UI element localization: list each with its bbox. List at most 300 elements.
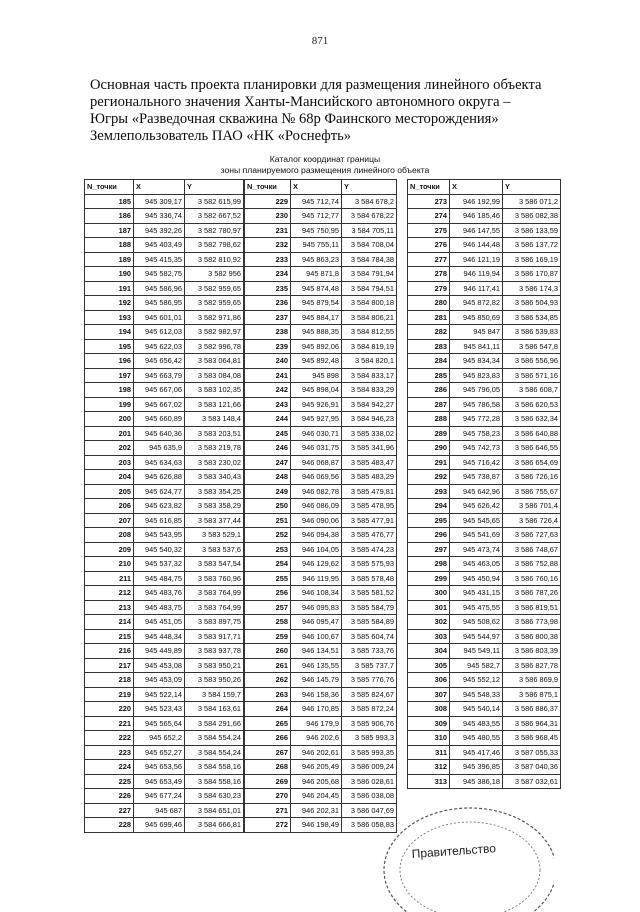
point-number-cell: 244 bbox=[245, 412, 291, 427]
point-number-cell: 270 bbox=[245, 789, 291, 804]
point-number-cell: 280 bbox=[408, 296, 450, 311]
x-coordinate-cell: 945 750,95 bbox=[291, 223, 342, 238]
table-row bbox=[408, 281, 561, 296]
y-coordinate-cell: 3 583 064,81 bbox=[185, 354, 244, 369]
table-row bbox=[85, 731, 244, 746]
table-row bbox=[245, 731, 397, 746]
y-coordinate-cell: 3 582 810,92 bbox=[185, 252, 244, 267]
x-coordinate-cell: 945 742,73 bbox=[450, 441, 503, 456]
point-number-cell: 306 bbox=[408, 673, 450, 688]
point-number-cell: 233 bbox=[245, 252, 291, 267]
point-number-cell: 255 bbox=[245, 571, 291, 586]
point-number-cell: 234 bbox=[245, 267, 291, 282]
x-coordinate-cell: 945 677,24 bbox=[134, 789, 185, 804]
y-coordinate-cell: 3 586 556,96 bbox=[503, 354, 561, 369]
point-number-cell: 224 bbox=[85, 760, 134, 775]
y-coordinate-cell: 3 584 800,18 bbox=[342, 296, 397, 311]
point-number-cell: 279 bbox=[408, 281, 450, 296]
point-number-cell: 220 bbox=[85, 702, 134, 717]
y-coordinate-cell: 3 586 038,08 bbox=[342, 789, 397, 804]
column-header-point: N_точки bbox=[245, 180, 291, 195]
point-number-cell: 259 bbox=[245, 629, 291, 644]
table-row bbox=[245, 252, 397, 267]
y-coordinate-cell: 3 583 950,26 bbox=[185, 673, 244, 688]
table-row bbox=[408, 383, 561, 398]
point-number-cell: 239 bbox=[245, 339, 291, 354]
x-coordinate-cell: 945 386,18 bbox=[450, 774, 503, 789]
table-row bbox=[408, 310, 561, 325]
x-coordinate-cell: 945 450,94 bbox=[450, 571, 503, 586]
table-row bbox=[245, 223, 397, 238]
point-number-cell: 206 bbox=[85, 499, 134, 514]
point-number-cell: 294 bbox=[408, 499, 450, 514]
table-row bbox=[245, 702, 397, 717]
table-row bbox=[408, 499, 561, 514]
table-row bbox=[245, 354, 397, 369]
point-number-cell: 235 bbox=[245, 281, 291, 296]
point-number-cell: 301 bbox=[408, 600, 450, 615]
table-row bbox=[245, 673, 397, 688]
table-row bbox=[245, 281, 397, 296]
x-coordinate-cell: 945 892,48 bbox=[291, 354, 342, 369]
x-coordinate-cell: 946 205,49 bbox=[291, 760, 342, 775]
y-coordinate-cell: 3 585 604,74 bbox=[342, 629, 397, 644]
table-row bbox=[85, 745, 244, 760]
y-coordinate-cell: 3 586 748,67 bbox=[503, 542, 561, 557]
x-coordinate-cell: 946 129,62 bbox=[291, 557, 342, 572]
heading-line: Землепользователь ПАО «НК «Роснефть» bbox=[90, 128, 352, 144]
table-row bbox=[245, 209, 397, 224]
y-coordinate-cell: 3 586 170,87 bbox=[503, 267, 561, 282]
x-coordinate-cell: 946 202,31 bbox=[291, 803, 342, 818]
point-number-cell: 222 bbox=[85, 731, 134, 746]
point-number-cell: 281 bbox=[408, 310, 450, 325]
x-coordinate-cell: 945 796,05 bbox=[450, 383, 503, 398]
y-coordinate-cell: 3 584 159,7 bbox=[185, 687, 244, 702]
y-coordinate-cell: 3 584 812,55 bbox=[342, 325, 397, 340]
point-number-cell: 268 bbox=[245, 760, 291, 775]
point-number-cell: 207 bbox=[85, 513, 134, 528]
x-coordinate-cell: 945 396,85 bbox=[450, 760, 503, 775]
y-coordinate-cell: 3 583 537,6 bbox=[185, 542, 244, 557]
table-row bbox=[85, 774, 244, 789]
table-row bbox=[245, 789, 397, 804]
point-number-cell: 275 bbox=[408, 223, 450, 238]
point-number-cell: 271 bbox=[245, 803, 291, 818]
x-coordinate-cell: 946 185,46 bbox=[450, 209, 503, 224]
table-row bbox=[245, 644, 397, 659]
table-row bbox=[245, 571, 397, 586]
x-coordinate-cell: 946 068,87 bbox=[291, 455, 342, 470]
y-coordinate-cell: 3 586 137,72 bbox=[503, 238, 561, 253]
x-coordinate-cell: 945 309,17 bbox=[134, 194, 185, 209]
table-row bbox=[408, 209, 561, 224]
x-coordinate-cell: 945 687 bbox=[134, 803, 185, 818]
y-coordinate-cell: 3 583 121,66 bbox=[185, 397, 244, 412]
y-coordinate-cell: 3 584 833,17 bbox=[342, 368, 397, 383]
x-coordinate-cell: 945 449,89 bbox=[134, 644, 185, 659]
table-row bbox=[245, 296, 397, 311]
column-header-x: X bbox=[450, 180, 503, 195]
table-row bbox=[408, 615, 561, 630]
y-coordinate-cell: 3 586 752,88 bbox=[503, 557, 561, 572]
table-row bbox=[408, 702, 561, 717]
point-number-cell: 260 bbox=[245, 644, 291, 659]
table-row bbox=[245, 194, 397, 209]
table-row bbox=[408, 600, 561, 615]
point-number-cell: 191 bbox=[85, 281, 134, 296]
x-coordinate-cell: 945 549,11 bbox=[450, 644, 503, 659]
point-number-cell: 302 bbox=[408, 615, 450, 630]
point-number-cell: 209 bbox=[85, 542, 134, 557]
x-coordinate-cell: 945 772,28 bbox=[450, 412, 503, 427]
point-number-cell: 289 bbox=[408, 426, 450, 441]
table-row bbox=[408, 354, 561, 369]
x-coordinate-cell: 945 834,34 bbox=[450, 354, 503, 369]
point-number-cell: 195 bbox=[85, 339, 134, 354]
point-number-cell: 247 bbox=[245, 455, 291, 470]
x-coordinate-cell: 945 758,23 bbox=[450, 426, 503, 441]
table-row bbox=[408, 774, 561, 789]
y-coordinate-cell: 3 585 478,95 bbox=[342, 499, 397, 514]
point-number-cell: 266 bbox=[245, 731, 291, 746]
table-row bbox=[408, 760, 561, 775]
x-coordinate-cell: 946 095,47 bbox=[291, 615, 342, 630]
x-coordinate-cell: 945 537,32 bbox=[134, 557, 185, 572]
y-coordinate-cell: 3 583 354,25 bbox=[185, 484, 244, 499]
y-coordinate-cell: 3 583 084,08 bbox=[185, 368, 244, 383]
y-coordinate-cell: 3 583 340,43 bbox=[185, 470, 244, 485]
column-header-y: Y bbox=[503, 180, 561, 195]
x-coordinate-cell: 945 565,64 bbox=[134, 716, 185, 731]
point-number-cell: 217 bbox=[85, 658, 134, 673]
point-number-cell: 245 bbox=[245, 426, 291, 441]
point-number-cell: 199 bbox=[85, 397, 134, 412]
table-row bbox=[85, 702, 244, 717]
y-coordinate-cell: 3 585 906,76 bbox=[342, 716, 397, 731]
page-number: 871 bbox=[311, 35, 329, 47]
table-row bbox=[408, 296, 561, 311]
y-coordinate-cell: 3 583 764,99 bbox=[185, 586, 244, 601]
table-row bbox=[245, 325, 397, 340]
table-row bbox=[408, 412, 561, 427]
point-number-cell: 204 bbox=[85, 470, 134, 485]
y-coordinate-cell: 3 582 667,52 bbox=[185, 209, 244, 224]
table-row bbox=[85, 687, 244, 702]
point-number-cell: 211 bbox=[85, 571, 134, 586]
table-row bbox=[85, 484, 244, 499]
table-row bbox=[85, 586, 244, 601]
point-number-cell: 225 bbox=[85, 774, 134, 789]
point-number-cell: 213 bbox=[85, 600, 134, 615]
point-number-cell: 254 bbox=[245, 557, 291, 572]
table-row bbox=[408, 470, 561, 485]
table-row bbox=[245, 397, 397, 412]
x-coordinate-cell: 945 652,2 bbox=[134, 731, 185, 746]
table-row bbox=[408, 629, 561, 644]
x-coordinate-cell: 946 119,94 bbox=[450, 267, 503, 282]
y-coordinate-cell: 3 586 058,83 bbox=[342, 818, 397, 833]
table-row bbox=[85, 368, 244, 383]
point-number-cell: 216 bbox=[85, 644, 134, 659]
point-number-cell: 269 bbox=[245, 774, 291, 789]
y-coordinate-cell: 3 585 737,7 bbox=[342, 658, 397, 673]
point-number-cell: 236 bbox=[245, 296, 291, 311]
point-number-cell: 304 bbox=[408, 644, 450, 659]
x-coordinate-cell: 946 082,78 bbox=[291, 484, 342, 499]
coordinates-table-3 bbox=[407, 179, 561, 789]
x-coordinate-cell: 945 888,35 bbox=[291, 325, 342, 340]
point-number-cell: 194 bbox=[85, 325, 134, 340]
y-coordinate-cell: 3 584 678,2 bbox=[342, 194, 397, 209]
table-row bbox=[408, 368, 561, 383]
table-row bbox=[245, 658, 397, 673]
x-coordinate-cell: 945 548,33 bbox=[450, 687, 503, 702]
heading-line: Югры «Разведочная скважина № 68р Фаинского месторождения» bbox=[90, 111, 499, 127]
y-coordinate-cell: 3 586 547,8 bbox=[503, 339, 561, 354]
y-coordinate-cell: 3 583 547,54 bbox=[185, 557, 244, 572]
y-coordinate-cell: 3 586 539,83 bbox=[503, 325, 561, 340]
point-number-cell: 303 bbox=[408, 629, 450, 644]
y-coordinate-cell: 3 582 971,86 bbox=[185, 310, 244, 325]
y-coordinate-cell: 3 586 787,26 bbox=[503, 586, 561, 601]
y-coordinate-cell: 3 586 654,69 bbox=[503, 455, 561, 470]
x-coordinate-cell: 945 653,56 bbox=[134, 760, 185, 775]
table-header-row bbox=[408, 180, 561, 195]
table-row bbox=[85, 267, 244, 282]
point-number-cell: 309 bbox=[408, 716, 450, 731]
table-row bbox=[245, 238, 397, 253]
y-coordinate-cell: 3 586 800,38 bbox=[503, 629, 561, 644]
table-row bbox=[245, 803, 397, 818]
point-number-cell: 251 bbox=[245, 513, 291, 528]
y-coordinate-cell: 3 585 479,81 bbox=[342, 484, 397, 499]
point-number-cell: 226 bbox=[85, 789, 134, 804]
point-number-cell: 284 bbox=[408, 354, 450, 369]
x-coordinate-cell: 946 095,83 bbox=[291, 600, 342, 615]
point-number-cell: 287 bbox=[408, 397, 450, 412]
y-coordinate-cell: 3 583 937,78 bbox=[185, 644, 244, 659]
point-number-cell: 265 bbox=[245, 716, 291, 731]
table-row bbox=[85, 470, 244, 485]
y-coordinate-cell: 3 584 558,16 bbox=[185, 760, 244, 775]
point-number-cell: 188 bbox=[85, 238, 134, 253]
x-coordinate-cell: 945 624,77 bbox=[134, 484, 185, 499]
table-row bbox=[85, 354, 244, 369]
y-coordinate-cell: 3 584 678,22 bbox=[342, 209, 397, 224]
x-coordinate-cell: 945 622,03 bbox=[134, 339, 185, 354]
x-coordinate-cell: 945 480,55 bbox=[450, 731, 503, 746]
point-number-cell: 296 bbox=[408, 528, 450, 543]
y-coordinate-cell: 3 584 558,16 bbox=[185, 774, 244, 789]
table-row bbox=[245, 383, 397, 398]
document-heading bbox=[90, 77, 620, 145]
table-row bbox=[408, 557, 561, 572]
x-coordinate-cell: 946 202,6 bbox=[291, 731, 342, 746]
point-number-cell: 249 bbox=[245, 484, 291, 499]
table-row bbox=[85, 310, 244, 325]
x-coordinate-cell: 945 884,17 bbox=[291, 310, 342, 325]
x-coordinate-cell: 946 094,38 bbox=[291, 528, 342, 543]
point-number-cell: 285 bbox=[408, 368, 450, 383]
x-coordinate-cell: 945 453,09 bbox=[134, 673, 185, 688]
table-header-row bbox=[245, 180, 397, 195]
x-coordinate-cell: 945 850,69 bbox=[450, 310, 503, 325]
point-number-cell: 310 bbox=[408, 731, 450, 746]
table-row bbox=[245, 760, 397, 775]
point-number-cell: 286 bbox=[408, 383, 450, 398]
x-coordinate-cell: 945 634,63 bbox=[134, 455, 185, 470]
y-coordinate-cell: 3 584 806,21 bbox=[342, 310, 397, 325]
x-coordinate-cell: 945 541,69 bbox=[450, 528, 503, 543]
catalog-title-line: Каталог координат границы bbox=[269, 154, 381, 164]
table-row bbox=[245, 629, 397, 644]
y-coordinate-cell: 3 585 872,24 bbox=[342, 702, 397, 717]
x-coordinate-cell: 945 582,75 bbox=[134, 267, 185, 282]
table-row bbox=[245, 441, 397, 456]
x-coordinate-cell: 945 716,42 bbox=[450, 455, 503, 470]
y-coordinate-cell: 3 583 203,51 bbox=[185, 426, 244, 441]
point-number-cell: 276 bbox=[408, 238, 450, 253]
x-coordinate-cell: 945 417,46 bbox=[450, 745, 503, 760]
table-row bbox=[245, 267, 397, 282]
point-number-cell: 242 bbox=[245, 383, 291, 398]
x-coordinate-cell: 945 841,11 bbox=[450, 339, 503, 354]
y-coordinate-cell: 3 585 483,47 bbox=[342, 455, 397, 470]
table-row bbox=[408, 571, 561, 586]
point-number-cell: 243 bbox=[245, 397, 291, 412]
x-coordinate-cell: 946 147,55 bbox=[450, 223, 503, 238]
x-coordinate-cell: 945 863,23 bbox=[291, 252, 342, 267]
table-row bbox=[85, 223, 244, 238]
point-number-cell: 258 bbox=[245, 615, 291, 630]
y-coordinate-cell: 3 584 163,61 bbox=[185, 702, 244, 717]
y-coordinate-cell: 3 582 615,99 bbox=[185, 194, 244, 209]
point-number-cell: 291 bbox=[408, 455, 450, 470]
table-row bbox=[85, 281, 244, 296]
y-coordinate-cell: 3 585 584,79 bbox=[342, 600, 397, 615]
coordinates-table-1 bbox=[84, 179, 244, 833]
x-coordinate-cell: 946 135,55 bbox=[291, 658, 342, 673]
y-coordinate-cell: 3 584 784,38 bbox=[342, 252, 397, 267]
point-number-cell: 237 bbox=[245, 310, 291, 325]
x-coordinate-cell: 945 874,48 bbox=[291, 281, 342, 296]
table-row bbox=[85, 673, 244, 688]
point-number-cell: 196 bbox=[85, 354, 134, 369]
x-coordinate-cell: 945 483,75 bbox=[134, 600, 185, 615]
table-row bbox=[85, 499, 244, 514]
y-coordinate-cell: 3 584 554,24 bbox=[185, 731, 244, 746]
x-coordinate-cell: 945 640,36 bbox=[134, 426, 185, 441]
table-row bbox=[408, 397, 561, 412]
y-coordinate-cell: 3 586 534,85 bbox=[503, 310, 561, 325]
y-coordinate-cell: 3 586 504,93 bbox=[503, 296, 561, 311]
x-coordinate-cell: 945 699,46 bbox=[134, 818, 185, 833]
x-coordinate-cell: 945 652,27 bbox=[134, 745, 185, 760]
table-row bbox=[85, 571, 244, 586]
point-number-cell: 252 bbox=[245, 528, 291, 543]
x-coordinate-cell: 945 475,55 bbox=[450, 600, 503, 615]
y-coordinate-cell: 3 586 608,7 bbox=[503, 383, 561, 398]
y-coordinate-cell: 3 586 827,78 bbox=[503, 658, 561, 673]
x-coordinate-cell: 945 660,89 bbox=[134, 412, 185, 427]
table-row bbox=[245, 687, 397, 702]
x-coordinate-cell: 945 601,01 bbox=[134, 310, 185, 325]
table-row bbox=[408, 745, 561, 760]
point-number-cell: 201 bbox=[85, 426, 134, 441]
y-coordinate-cell: 3 584 820,1 bbox=[342, 354, 397, 369]
x-coordinate-cell: 945 540,32 bbox=[134, 542, 185, 557]
point-number-cell: 218 bbox=[85, 673, 134, 688]
x-coordinate-cell: 946 090,06 bbox=[291, 513, 342, 528]
x-coordinate-cell: 946 205,68 bbox=[291, 774, 342, 789]
table-row bbox=[408, 223, 561, 238]
table-row bbox=[85, 629, 244, 644]
point-number-cell: 223 bbox=[85, 745, 134, 760]
table-row bbox=[85, 426, 244, 441]
table-row bbox=[408, 484, 561, 499]
point-number-cell: 246 bbox=[245, 441, 291, 456]
y-coordinate-cell: 3 585 477,91 bbox=[342, 513, 397, 528]
y-coordinate-cell: 3 583 358,29 bbox=[185, 499, 244, 514]
x-coordinate-cell: 945 926,91 bbox=[291, 397, 342, 412]
y-coordinate-cell: 3 586 803,39 bbox=[503, 644, 561, 659]
y-coordinate-cell: 3 585 581,52 bbox=[342, 586, 397, 601]
x-coordinate-cell: 945 927,95 bbox=[291, 412, 342, 427]
y-coordinate-cell: 3 585 993,35 bbox=[342, 745, 397, 760]
x-coordinate-cell: 946 119,95 bbox=[291, 571, 342, 586]
x-coordinate-cell: 945 431,15 bbox=[450, 586, 503, 601]
x-coordinate-cell: 945 656,42 bbox=[134, 354, 185, 369]
point-number-cell: 282 bbox=[408, 325, 450, 340]
x-coordinate-cell: 945 823,83 bbox=[450, 368, 503, 383]
table-row bbox=[245, 745, 397, 760]
table-row bbox=[408, 194, 561, 209]
point-number-cell: 267 bbox=[245, 745, 291, 760]
y-coordinate-cell: 3 585 341,96 bbox=[342, 441, 397, 456]
x-coordinate-cell: 945 872,82 bbox=[450, 296, 503, 311]
y-coordinate-cell: 3 586 869,9 bbox=[503, 673, 561, 688]
y-coordinate-cell: 3 585 733,76 bbox=[342, 644, 397, 659]
y-coordinate-cell: 3 585 584,89 bbox=[342, 615, 397, 630]
point-number-cell: 230 bbox=[245, 209, 291, 224]
x-coordinate-cell: 945 586,95 bbox=[134, 296, 185, 311]
y-coordinate-cell: 3 583 377,44 bbox=[185, 513, 244, 528]
y-coordinate-cell: 3 583 897,75 bbox=[185, 615, 244, 630]
point-number-cell: 312 bbox=[408, 760, 450, 775]
y-coordinate-cell: 3 584 791,94 bbox=[342, 267, 397, 282]
y-coordinate-cell: 3 585 338,02 bbox=[342, 426, 397, 441]
table-row bbox=[245, 470, 397, 485]
y-coordinate-cell: 3 584 554,24 bbox=[185, 745, 244, 760]
x-coordinate-cell: 945 738,87 bbox=[450, 470, 503, 485]
point-number-cell: 185 bbox=[85, 194, 134, 209]
table-row bbox=[408, 716, 561, 731]
table-row bbox=[245, 310, 397, 325]
table-row bbox=[85, 542, 244, 557]
y-coordinate-cell: 3 586 819,51 bbox=[503, 600, 561, 615]
x-coordinate-cell: 946 100,67 bbox=[291, 629, 342, 644]
point-number-cell: 250 bbox=[245, 499, 291, 514]
x-coordinate-cell: 945 483,76 bbox=[134, 586, 185, 601]
x-coordinate-cell: 945 616,85 bbox=[134, 513, 185, 528]
table-row bbox=[85, 383, 244, 398]
table-row bbox=[85, 296, 244, 311]
x-coordinate-cell: 945 545,65 bbox=[450, 513, 503, 528]
table-row bbox=[245, 412, 397, 427]
x-coordinate-cell: 945 586,96 bbox=[134, 281, 185, 296]
point-number-cell: 305 bbox=[408, 658, 450, 673]
